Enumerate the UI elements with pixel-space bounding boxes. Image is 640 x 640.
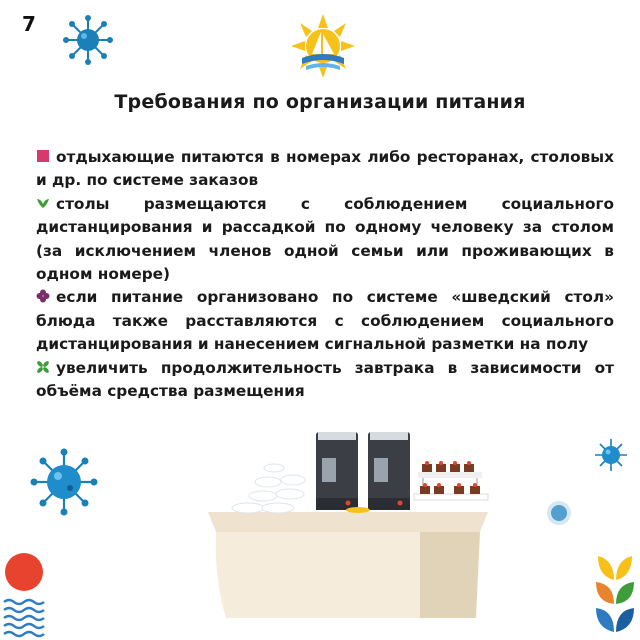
purple-flower-icon bbox=[36, 289, 50, 303]
virus-icon bbox=[60, 12, 116, 68]
virus-icon bbox=[546, 500, 572, 526]
list-item bbox=[36, 193, 614, 287]
list-item bbox=[36, 286, 614, 356]
page-title: Требования по организации питания bbox=[114, 91, 526, 113]
list-item bbox=[36, 357, 614, 404]
virus-icon bbox=[28, 446, 100, 518]
leaves-emblem-icon bbox=[592, 552, 638, 640]
requirements-list bbox=[36, 146, 614, 403]
green-leaf-icon bbox=[36, 196, 50, 210]
page-number: 7 bbox=[22, 12, 36, 36]
list-item-text: если питание организовано по системе «шведский стол» блюда также расставляются с соблюдением социального дистанцирования и нанесением сигнальной разметки на полу bbox=[36, 288, 614, 354]
pink-square-icon bbox=[36, 149, 50, 163]
virus-icon bbox=[592, 436, 630, 474]
list-item-text: столы размещаются с соблюдением социального дистанцирования и рассадкой по одному человеку за столом (за исключением членов одной семьи или проживающих в одном номере) bbox=[36, 194, 614, 284]
green-cross-icon bbox=[36, 360, 50, 374]
list-item-text: отдыхающие питаются в номерах либо ресторанах, столовых и др. по системе заказов bbox=[36, 148, 614, 190]
sun-logo-icon bbox=[288, 12, 358, 80]
sun-waves-icon bbox=[2, 552, 48, 640]
list-item bbox=[36, 146, 614, 193]
buffet-illustration bbox=[208, 428, 492, 628]
list-item-text: увеличить продолжительность завтрака в зависимости от объёма средства размещения bbox=[36, 358, 614, 401]
